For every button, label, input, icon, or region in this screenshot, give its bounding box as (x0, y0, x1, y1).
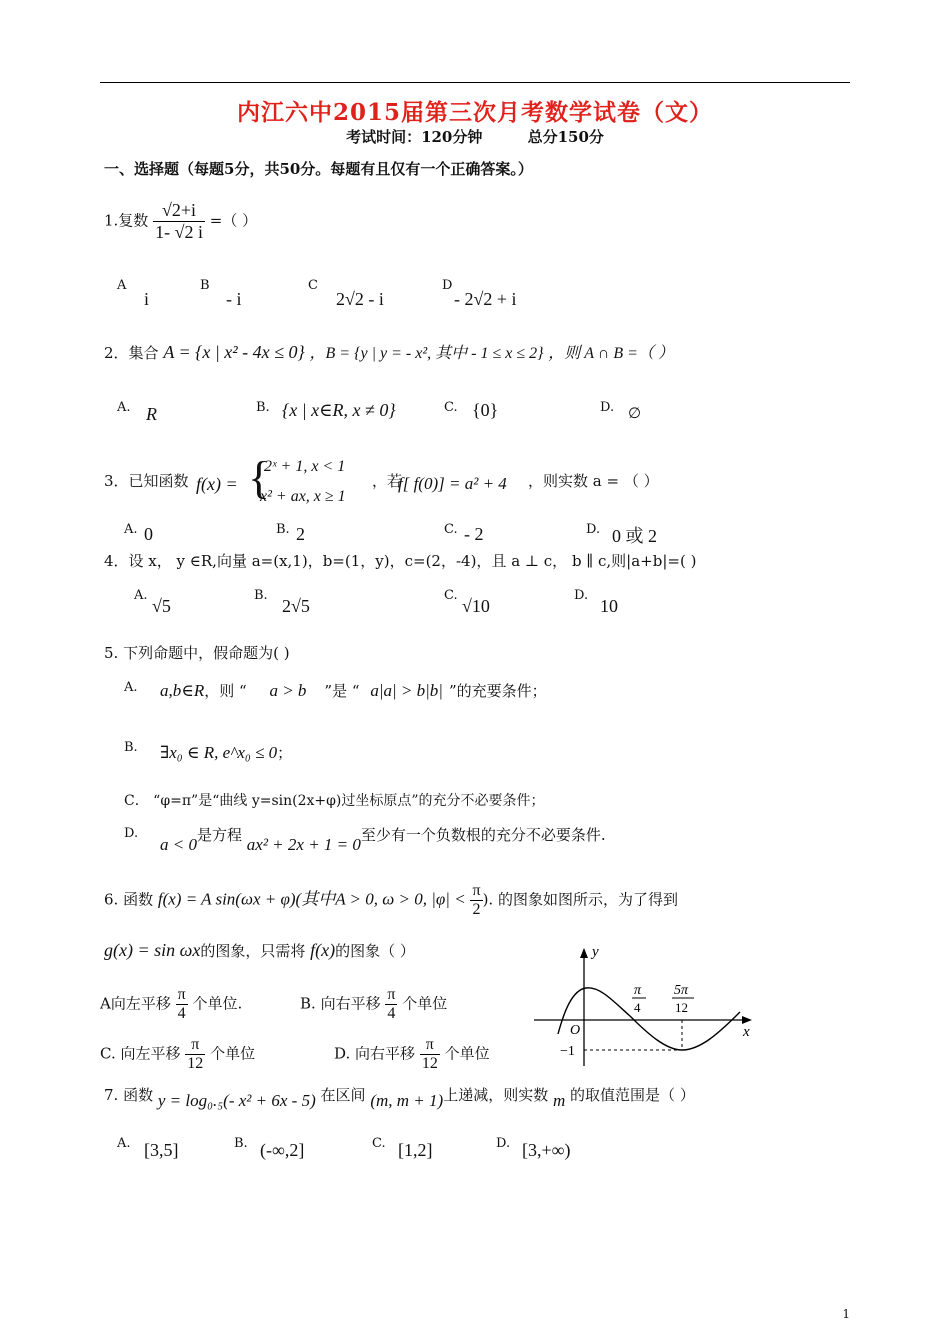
q6-b-text-1: 向右平移 (320, 994, 381, 1013)
q4-option-b-letter: B. (254, 588, 268, 603)
page-number: 1 (842, 1307, 850, 1321)
q3-option-b-letter: B. (276, 522, 290, 537)
q6-a-frac (176, 986, 188, 1023)
q5-a-text-2: ”是 “ (324, 682, 360, 700)
x-axis-arrow (742, 1016, 752, 1024)
q1-prefix: 1.复数 (104, 211, 149, 230)
q6-option-a (100, 986, 242, 1023)
q5-a-math-3: a|a| > b|b| (370, 681, 443, 700)
q3-suffix: ，则实数 a = （ ） (528, 472, 659, 490)
q2-option-d-value: ∅ (628, 406, 642, 422)
q6-a-num: π (177, 986, 186, 1003)
q7-option-d-letter: D. (496, 1136, 511, 1151)
question-4: 4．设 x， y ∈R,向量 a=(x,1)，b=(1，y)，c=(2，-4)，且 a ⊥ c， b ∥ c,则|a+b|=( ) (104, 552, 697, 570)
q6-line-2 (104, 940, 415, 961)
graph-minus-one-label: −1 (560, 1044, 575, 1059)
q3-option-a-value: 0 (144, 524, 153, 544)
q3-mid: ，若 (372, 472, 403, 490)
q6-line2-text-1: 的图象，只需将 (200, 942, 306, 960)
q4-option-c-value: √10 (462, 596, 490, 616)
q7-option-c-letter: C. (372, 1136, 386, 1151)
q6-b-letter: B. (300, 994, 316, 1013)
q3-option-d-value: 0 或 2 (612, 526, 657, 546)
graph-x-label: x (743, 1024, 750, 1040)
q6-a-letter: A (100, 994, 111, 1013)
q4-option-d-letter: D. (574, 588, 589, 603)
q6-stem-frac-den: 2 (472, 901, 481, 918)
question-1 (104, 200, 257, 243)
q6-a-text-1: 向左平移 (110, 994, 171, 1013)
q7-option-a-letter: A. (117, 1136, 131, 1151)
q6-line2-math-1: g(x) = sin ωx (104, 940, 201, 960)
question-6 (104, 882, 678, 919)
q5-option-c: C． “φ=π”是“曲线 y=sin(2x+φ)过坐标原点”的充分不必要条件； (124, 793, 545, 809)
q2-option-c-letter: C. (444, 400, 458, 415)
q2-option-b-value: {x | x∈R, x ≠ 0} (282, 400, 396, 420)
q7-stem-math: y = log₀.₅(- x² + 6x - 5) (157, 1091, 316, 1110)
q6-c-num: π (185, 1036, 205, 1055)
graph-tick2-den: 12 (675, 1000, 688, 1015)
q3-option-c-letter: C. (444, 522, 458, 537)
q1-option-a-letter: A (117, 278, 127, 293)
q1-suffix: =（ ） (209, 211, 258, 230)
sine-curve (558, 988, 740, 1050)
q1-fraction (153, 200, 205, 243)
q7-prefix: 7. 函数 (104, 1086, 154, 1104)
q3-prefix: 3．已知函数 (104, 472, 189, 490)
q6-b-den: 4 (387, 1005, 396, 1022)
q4-option-d-value: 10 (600, 596, 618, 616)
q3-option-d-letter: D. (586, 522, 601, 537)
q6-option-c (100, 1036, 255, 1073)
q3-option-a-letter: A. (124, 522, 138, 537)
q6-c-den: 12 (187, 1055, 204, 1072)
q6-sine-graph (530, 938, 760, 1070)
q6-c-text-2: 个单位 (210, 1044, 256, 1063)
section-heading: 一、选择题（每题5分，共50分。每题有且仅有一个正确答案。） (104, 160, 533, 178)
q7-suffix: 的取值范围是（ ） (570, 1086, 695, 1104)
q3-func: f(x) = (196, 474, 238, 494)
q5-a-math-1: a,b∈R (160, 681, 205, 700)
q5-option-d (160, 824, 606, 854)
q7-option-b-letter: B. (234, 1136, 248, 1151)
q6-d-text-2: 个单位 (444, 1044, 490, 1063)
q1-option-d-letter: D (442, 278, 453, 293)
page-title: 内江六中2015届第三次月考数学试卷（文） (236, 99, 713, 126)
q6-line2-text-2: 的图象（ ） (335, 942, 415, 960)
q5-option-b (160, 742, 292, 763)
q6-d-den: 12 (421, 1055, 438, 1072)
q1-option-a-value: i (144, 289, 150, 309)
q6-a-den: 4 (177, 1005, 186, 1022)
q4-option-b-value: 2√5 (282, 596, 310, 616)
q6-stem-math: f(x) = A sin(ωx + φ)(其中A > 0, ω > 0, |φ| < (157, 889, 466, 909)
q7-text-2: 上递减，则实数 (443, 1086, 549, 1104)
q1-option-d-value: - 2√2 + i (454, 289, 517, 309)
q3-brace: { (248, 452, 271, 503)
q1-frac-num: √2+i (153, 200, 205, 222)
question-7 (104, 1084, 695, 1110)
q6-c-letter: C. (100, 1044, 116, 1063)
q3-option-c-value: - 2 (464, 524, 484, 544)
q6-d-frac (420, 1036, 440, 1073)
q2-set-b: ，B = {y | y = - x², 其中 - 1 ≤ x ≤ 2} (309, 345, 544, 362)
q7-var: m (552, 1091, 566, 1110)
graph-origin-label: O (570, 1023, 581, 1038)
q2-set-a: A = {x | x² - 4x ≤ 0} (163, 342, 305, 362)
q7-option-c-value: [1,2] (398, 1140, 433, 1160)
q4-option-c-letter: C. (444, 588, 458, 603)
question-5: 5. 下列命题中，假命题为( ) (104, 644, 290, 662)
graph-y-label: y (592, 944, 599, 960)
q2-option-a-value: R (146, 404, 157, 424)
q1-option-c-letter: C (308, 278, 318, 293)
graph-tick1-num: π (634, 983, 642, 998)
q6-a-text-2: 个单位. (192, 994, 243, 1013)
q6-b-frac (385, 986, 397, 1023)
y-axis-arrow (580, 948, 588, 958)
q5-d-math-1: a < 0 (160, 835, 197, 854)
q5-a-text-1: ，则 “ (204, 682, 247, 700)
q5-option-a-letter: A. (124, 680, 138, 695)
q5-option-b-letter: B. (124, 740, 138, 755)
q6-prefix: 6. 函数 (104, 890, 154, 909)
q1-option-c-value: 2√2 - i (336, 289, 384, 309)
q6-stem-suffix: ). 的图象如图所示，为了得到 (482, 890, 678, 909)
graph-tick2-num: 5π (674, 983, 689, 998)
score-label: 总分150分 (527, 128, 604, 146)
graph-tick1-den: 4 (634, 1000, 641, 1015)
q6-d-num: π (420, 1036, 440, 1055)
q6-b-num: π (387, 986, 396, 1003)
q6-d-letter: D. (334, 1044, 351, 1063)
q1-frac-den: 1- √2 i (155, 222, 203, 242)
q7-option-b-value: (-∞,2] (260, 1140, 305, 1160)
q2-suffix: ，则 A ∩ B =（ ） (548, 345, 674, 362)
q5-option-a (160, 680, 547, 701)
q6-stem-frac-num: π (472, 882, 481, 899)
q6-d-text-1: 向右平移 (355, 1044, 416, 1063)
q5-b-text: ； (277, 744, 293, 762)
q2-prefix: 2．集合 (104, 344, 159, 362)
q5-b-math: ∃x₀ ∈ R, e^x₀ ≤ 0 (160, 743, 278, 762)
q6-option-b (300, 986, 447, 1023)
q1-option-b-value: - i (226, 289, 242, 309)
q7-option-a-value: [3,5] (144, 1140, 179, 1160)
q4-option-a-letter: A. (134, 588, 148, 603)
q6-c-frac (185, 1036, 205, 1073)
q3-cond: f[ f(0)] = a² + 4 (398, 474, 507, 493)
q7-interval: (m, m + 1) (370, 1091, 444, 1110)
q5-option-d-letter: D. (124, 826, 139, 841)
q6-line2-math-2: f(x) (310, 940, 336, 960)
q7-mid: 在区间 (320, 1086, 366, 1104)
q6-stem-frac (470, 882, 482, 919)
q6-c-text-1: 向左平移 (120, 1044, 181, 1063)
q1-option-b-letter: B (200, 278, 210, 293)
q5-d-text-2: 至少有一个负数根的充分不必要条件. (360, 826, 606, 844)
q2-option-d-letter: D. (600, 400, 615, 415)
q4-option-a-value: √5 (152, 596, 171, 616)
q5-a-math-2: a > b (269, 681, 307, 700)
q6-option-d (334, 1036, 490, 1073)
q2-option-c-value: {0} (472, 400, 499, 420)
q3-option-b-value: 2 (296, 524, 305, 544)
q5-d-text-1: 是方程 (196, 826, 242, 844)
q3-case-2: x² + ax, x ≥ 1 (260, 488, 346, 505)
q3-case-1: 2ˣ + 1, x < 1 (264, 458, 346, 475)
q2-option-b-letter: B. (256, 400, 270, 415)
q5-d-math-2: ax² + 2x + 1 = 0 (246, 835, 361, 854)
question-2 (104, 340, 674, 363)
header-rule (100, 82, 850, 83)
time-label: 考试时间：120分钟 (346, 128, 483, 146)
exam-info (0, 126, 950, 147)
q2-option-a-letter: A. (117, 400, 131, 415)
q6-b-text-2: 个单位 (402, 994, 448, 1013)
q5-a-text-3: ”的充要条件； (448, 682, 547, 700)
q7-option-d-value: [3,+∞) (522, 1140, 571, 1160)
